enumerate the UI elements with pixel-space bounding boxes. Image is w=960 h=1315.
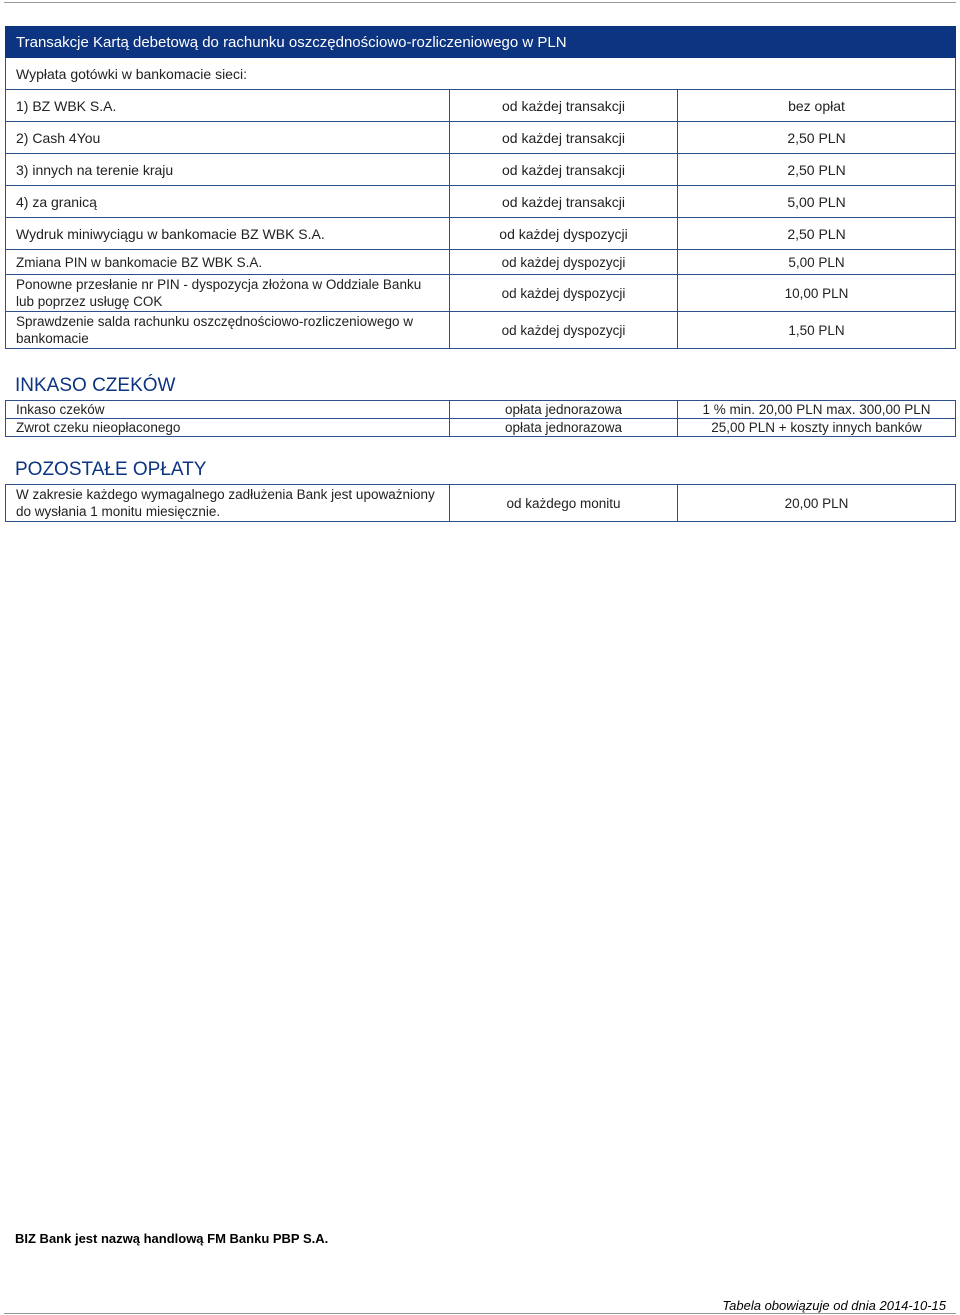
fee-basis: od każdej dyspozycji: [450, 250, 678, 275]
fee-item-name: 3) innych na terenie kraju: [6, 154, 450, 186]
brand-note: BIZ Bank jest nazwą handlową FM Banku PBP S.A.: [15, 1231, 329, 1246]
fee-basis: od każdej transakcji: [450, 122, 678, 154]
table-header-row: [6, 27, 956, 58]
table-row: [6, 218, 956, 250]
fee-amount: 1,50 PLN: [678, 312, 956, 349]
fee-amount: 5,00 PLN: [678, 250, 956, 275]
table-row: [6, 90, 956, 122]
card-section-title: Transakcje Kartą debetową do rachunku oszczędnościowo-rozliczeniowego w PLN: [6, 27, 956, 58]
fee-item-name: 2) Cash 4You: [6, 122, 450, 154]
table-row: [6, 250, 956, 275]
fee-amount: 5,00 PLN: [678, 186, 956, 218]
fee-item-name: 4) za granicą: [6, 186, 450, 218]
fee-basis: od każdej dyspozycji: [450, 312, 678, 349]
atm-label: Wypłata gotówki w bankomacie sieci:: [6, 58, 956, 90]
other-fees-table: [5, 484, 955, 522]
fee-basis: od każdego monitu: [450, 485, 678, 522]
fee-basis: od każdej dyspozycji: [450, 218, 678, 250]
other-fees-section-title: POZOSTAŁE OPŁATY: [15, 459, 207, 480]
fee-amount: 20,00 PLN: [678, 485, 956, 522]
table-row: [6, 312, 956, 349]
fee-item-name: Inkaso czeków: [6, 401, 450, 419]
inkaso-table: [5, 400, 955, 437]
fee-amount: 2,50 PLN: [678, 154, 956, 186]
fee-basis: od każdej transakcji: [450, 186, 678, 218]
table-row: [6, 122, 956, 154]
fee-basis: opłata jednorazowa: [450, 401, 678, 419]
fee-basis: od każdej transakcji: [450, 90, 678, 122]
fee-item-name: Zwrot czeku nieopłaconego: [6, 419, 450, 437]
fee-item-name: Zmiana PIN w bankomacie BZ WBK S.A.: [6, 250, 450, 275]
fee-amount: bez opłat: [678, 90, 956, 122]
table-row: [6, 154, 956, 186]
fee-item-name: 1) BZ WBK S.A.: [6, 90, 450, 122]
fee-amount: 10,00 PLN: [678, 275, 956, 312]
fee-amount: 2,50 PLN: [678, 218, 956, 250]
table-row: [6, 419, 956, 437]
table-row: [6, 186, 956, 218]
fee-item-name: Wydruk miniwyciągu w bankomacie BZ WBK S.A.: [6, 218, 450, 250]
card-fees-table: [5, 26, 955, 349]
fee-amount: 1 % min. 20,00 PLN max. 300,00 PLN: [678, 401, 956, 419]
fee-basis: opłata jednorazowa: [450, 419, 678, 437]
inkaso-section-title: INKASO CZEKÓW: [15, 375, 176, 396]
fee-basis: od każdej transakcji: [450, 154, 678, 186]
fee-amount: 2,50 PLN: [678, 122, 956, 154]
fee-item-name: Sprawdzenie salda rachunku oszczędnościowo-rozliczeniowego w bankomacie: [6, 312, 450, 349]
fee-basis: od każdej dyspozycji: [450, 275, 678, 312]
table-row: [6, 401, 956, 419]
fee-amount: 25,00 PLN + koszty innych banków: [678, 419, 956, 437]
bottom-rule: [4, 1313, 956, 1314]
atm-label-row: [6, 58, 956, 90]
table-row: [6, 485, 956, 522]
fee-item-name: W zakresie każdego wymagalnego zadłużenia Bank jest upoważniony do wysłania 1 monitu miesięcznie.: [6, 485, 450, 522]
validity-date: Tabela obowiązuje od dnia 2014-10-15: [722, 1298, 946, 1313]
table-row: [6, 275, 956, 312]
top-rule: [4, 2, 956, 3]
fee-item-name: Ponowne przesłanie nr PIN - dyspozycja złożona w Oddziale Banku lub poprzez usługę COK: [6, 275, 450, 312]
